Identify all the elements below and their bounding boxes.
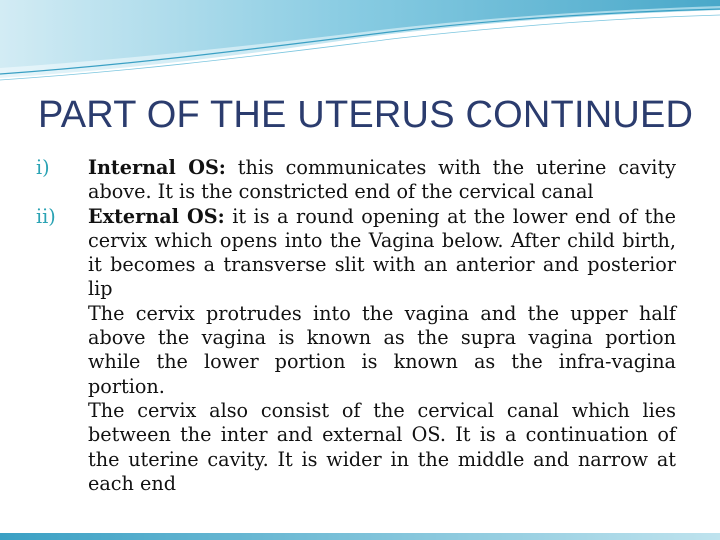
list-item-text <box>88 205 676 302</box>
slide-body <box>36 156 676 496</box>
paragraph-supra-infra: The cervix protrudes into the vagina and the upper half above the vagina is known as the supra vagina portion while the lower portion is known as the infra-vagina portion. <box>88 301 676 398</box>
list-marker: i) <box>36 156 50 179</box>
header-wave-decoration <box>0 0 720 90</box>
term-description: this communicates with the uterine cavity above. It is the constricted end of the cervical canal <box>88 156 676 204</box>
list-marker: ii) <box>36 204 56 228</box>
list-item-internal-os <box>36 156 676 205</box>
term-description: it is a round opening at the lower end of the cervix which opens into the Vagina below. After child birth, it becomes a transverse slit with an anterior and posterior lip <box>88 204 676 301</box>
term-label: External OS: <box>88 204 225 228</box>
list-item-text <box>88 156 676 205</box>
footer-bar <box>0 533 720 540</box>
page-title: PART OF THE UTERUS CONTINUED <box>38 94 694 136</box>
list-item-external-os <box>36 205 676 302</box>
paragraph-cervical-canal: The cervix also consist of the cervical canal which lies between the inter and external OS. It is a continuation of the uterine cavity. It is wider in the middle and narrow at each end <box>88 398 676 495</box>
term-label: Internal OS: <box>88 156 226 179</box>
